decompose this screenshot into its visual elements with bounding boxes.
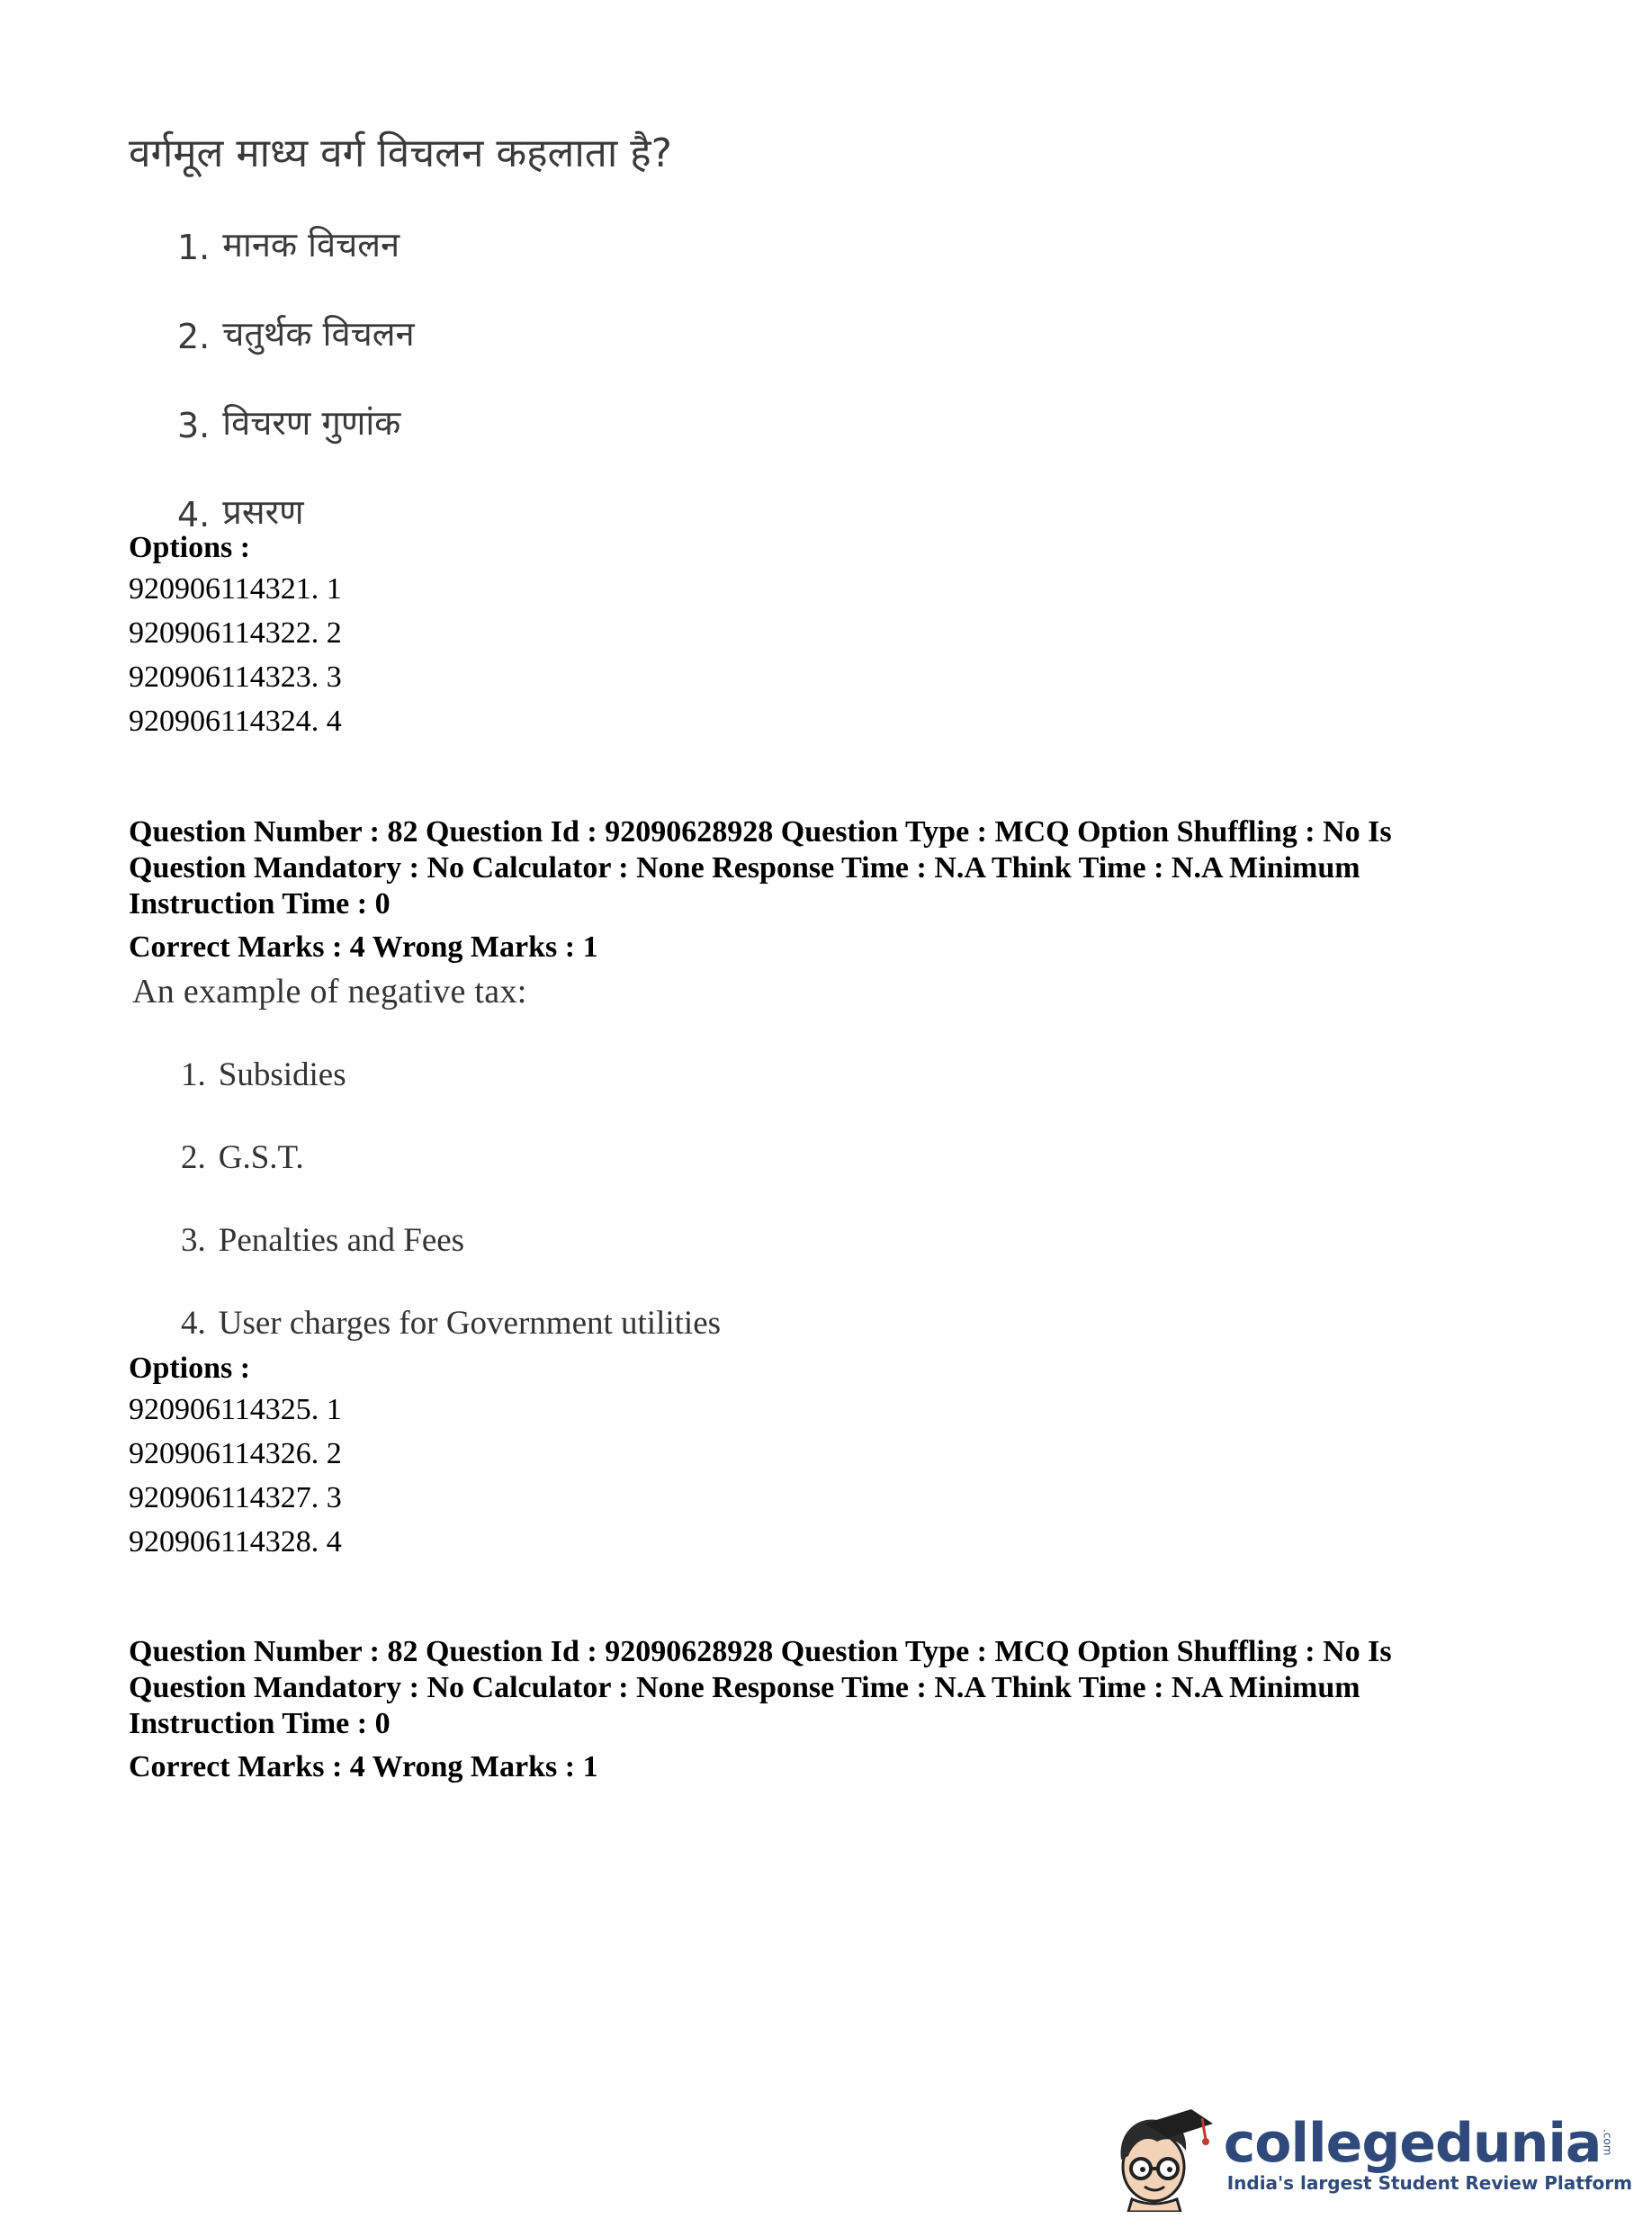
question-3-header [129, 1634, 1496, 1785]
choice-text: Subsidies [218, 1056, 346, 1093]
options-label: Options : [129, 531, 251, 564]
marks-line: Correct Marks : 4 Wrong Marks : 1 [129, 930, 598, 964]
options-block-1 [129, 529, 342, 743]
option-line: 920906114328. 4 [129, 1525, 342, 1559]
choice-item [181, 1260, 721, 1343]
option-line: 920906114322. 2 [129, 616, 342, 650]
option-line: 920906114321. 1 [129, 572, 342, 606]
logo-tagline: India's largest Student Review Platform [1226, 2172, 1632, 2194]
choice-text: Penalties and Fees [218, 1222, 465, 1259]
choice-item [181, 1094, 721, 1177]
question-meta: Question Number : 82 Question Id : 92090628928 Question Type : MCQ Option Shuffling : No Is Question Mandatory : No Calculator : None Response Time : N.A Think Time : N.A Minimum Instruction Time : 0 [129, 1635, 1392, 1740]
choice-item [177, 267, 672, 356]
choice-item [177, 178, 672, 267]
choice-text: G.S.T. [218, 1139, 304, 1176]
options-block-2 [129, 1350, 342, 1564]
choice-number: 2. [181, 1139, 206, 1176]
choice-text: चतुर्थक विचलन [222, 314, 415, 354]
option-line: 920906114325. 1 [129, 1393, 342, 1426]
choice-item [177, 445, 672, 535]
options-label: Options : [129, 1352, 251, 1385]
choice-text: मानक विचलन [222, 225, 400, 265]
choice-number: 3. [181, 1222, 206, 1259]
mascot-icon [1101, 2097, 1217, 2212]
question-text: वर्गमूल माध्य वर्ग विचलन कहलाता है? [129, 130, 672, 176]
collegedunia-logo [1101, 2097, 1632, 2212]
choice-item [181, 1177, 721, 1260]
choice-item [177, 356, 672, 445]
question-2-header [129, 814, 1496, 966]
option-line: 920906114326. 2 [129, 1437, 342, 1470]
choice-number: 4. [177, 495, 211, 535]
choice-number: 2. [177, 317, 211, 356]
choice-list [132, 1011, 721, 1343]
choice-text: User charges for Government utilities [218, 1305, 722, 1342]
option-line: 920906114324. 4 [129, 705, 342, 738]
question-text: An example of negative tax: [132, 973, 527, 1011]
logo-text [1223, 2112, 1632, 2194]
choice-text: विचरण गुणांक [222, 403, 401, 443]
question-2 [132, 972, 721, 1343]
choice-number: 1. [177, 228, 211, 267]
question-meta: Question Number : 82 Question Id : 92090628928 Question Type : MCQ Option Shuffling : No Is Question Mandatory : No Calculator : None Response Time : N.A Think Time : N.A Minimum Instruction Time : 0 [129, 815, 1392, 921]
choice-item [181, 1011, 721, 1094]
logo-brand: collegedunia [1223, 2112, 1602, 2175]
choice-number: 3. [177, 406, 211, 445]
question-1 [129, 124, 672, 535]
choice-number: 1. [181, 1056, 206, 1093]
logo-superscript: .com [1601, 2129, 1614, 2156]
option-line: 920906114323. 3 [129, 660, 342, 694]
option-line: 920906114327. 3 [129, 1481, 342, 1514]
choice-list [129, 178, 672, 535]
choice-text: प्रसरण [222, 492, 304, 532]
choice-number: 4. [181, 1305, 206, 1342]
marks-line: Correct Marks : 4 Wrong Marks : 1 [129, 1750, 598, 1783]
